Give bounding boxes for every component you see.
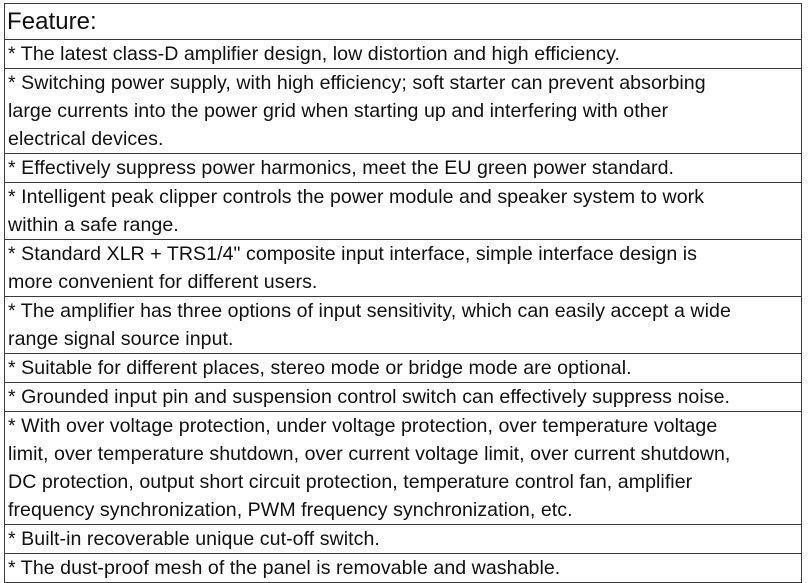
feature-line: * Built-in recoverable unique cut-off switch. [8, 528, 380, 550]
feature-line: * Effectively suppress power harmonics, meet the EU green power standard. [8, 157, 675, 179]
feature-row [5, 383, 802, 412]
feature-cell [5, 40, 802, 69]
feature-row [5, 297, 802, 354]
feature-line: * Switching power supply, with high efficiency; soft starter can prevent absorbing [8, 72, 706, 94]
feature-row [5, 525, 802, 554]
feature-line: * Intelligent peak clipper controls the power module and speaker system to work [8, 186, 705, 208]
feature-line: more convenient for different users. [8, 271, 318, 293]
feature-row [5, 354, 802, 383]
feature-cell [5, 412, 802, 525]
feature-row [5, 154, 802, 183]
feature-line: limit, over temperature shutdown, over current voltage limit, over current shutdown, [8, 443, 731, 465]
feature-line: * With over voltage protection, under voltage protection, over temperature voltage [8, 415, 718, 437]
feature-cell [5, 525, 802, 554]
feature-row [5, 183, 802, 240]
feature-line: * Suitable for different places, stereo mode or bridge mode are optional. [8, 357, 632, 379]
feature-line: DC protection, output short circuit protection, temperature control fan, amplifier [8, 471, 693, 493]
feature-line: within a safe range. [8, 214, 179, 236]
feature-line: * The amplifier has three options of input sensitivity, which can easily accept a wide [8, 300, 731, 322]
feature-table [4, 3, 802, 583]
feature-cell [5, 297, 802, 354]
feature-row [5, 240, 802, 297]
feature-cell [5, 554, 802, 583]
feature-cell [5, 354, 802, 383]
feature-row [5, 412, 802, 525]
feature-line: * Standard XLR + TRS1/4" composite input interface, simple interface design is [8, 243, 698, 265]
feature-line: frequency synchronization, PWM frequency synchronization, etc. [8, 499, 573, 521]
feature-row [5, 40, 802, 69]
feature-line: * The latest class-D amplifier design, low distortion and high efficiency. [8, 43, 621, 65]
feature-row [5, 69, 802, 154]
feature-line: electrical devices. [8, 128, 164, 150]
feature-cell [5, 69, 802, 154]
heading-row [5, 4, 802, 40]
feature-cell [5, 383, 802, 412]
feature-cell [5, 183, 802, 240]
feature-line: * The dust-proof mesh of the panel is removable and washable. [8, 557, 561, 579]
feature-row [5, 554, 802, 583]
feature-line: range signal source input. [8, 328, 234, 350]
feature-line: * Grounded input pin and suspension control switch can effectively suppress noise. [8, 386, 731, 408]
feature-line: large currents into the power grid when starting up and interfering with other [8, 100, 669, 122]
feature-cell [5, 154, 802, 183]
feature-cell [5, 240, 802, 297]
feature-heading: Feature: [5, 4, 802, 40]
